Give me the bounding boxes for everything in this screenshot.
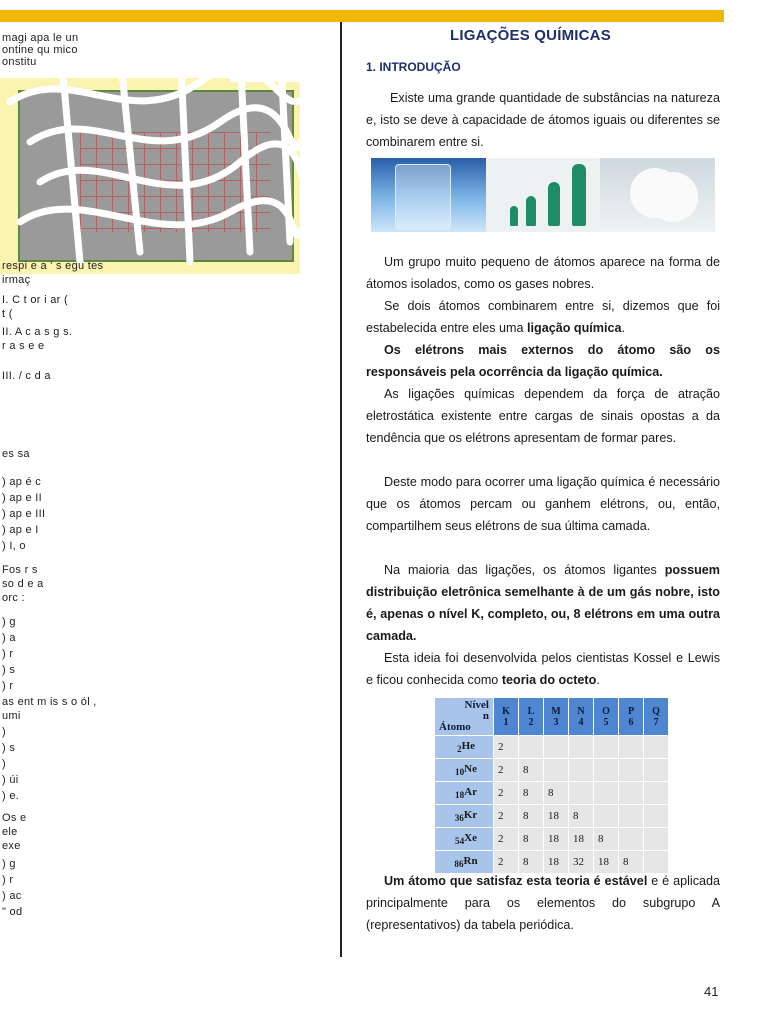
level-number: 3 xyxy=(553,716,559,728)
paragraph-9 xyxy=(366,870,720,936)
left-text-line: r a s e e xyxy=(2,340,45,352)
left-text-line: respi e a ' s egu tes xyxy=(2,260,104,272)
left-text-line: umi xyxy=(2,710,21,722)
paragraph-9-text: e é aplicada principalmente para os elementos do subgrupo A (representativos) da tabela periódica. xyxy=(366,874,721,932)
level-header-4 xyxy=(594,698,619,736)
atomic-number: 86 xyxy=(454,859,464,870)
element-symbol: Xe xyxy=(464,831,477,844)
electron-count-cell xyxy=(619,782,644,805)
paragraph-4: Os elétrons mais externos do átomo são os responsáveis pela ocorrência da ligação química. xyxy=(366,343,720,379)
level-header-2 xyxy=(544,698,569,736)
left-text-line: so d e a xyxy=(2,578,44,590)
electron-count-cell xyxy=(619,828,644,851)
cylinder-3 xyxy=(548,182,560,226)
electron-count-cell xyxy=(569,736,594,759)
left-text-line: ) s xyxy=(2,742,16,754)
left-text-line: ) g xyxy=(2,858,16,870)
left-text-line: ) e. xyxy=(2,790,20,802)
electron-count-cell xyxy=(644,805,669,828)
level-letter: L xyxy=(527,705,535,717)
paragraph-7-text: Na maioria das ligações, os átomos ligantes xyxy=(384,563,665,577)
left-text-line: as ent m is s o ól , xyxy=(2,696,97,708)
left-text-line: es sa xyxy=(2,448,30,460)
table-row xyxy=(435,782,669,805)
left-text-line: ) ac xyxy=(2,890,22,902)
left-text-line: ) ap é c xyxy=(2,476,42,488)
cylinder-4 xyxy=(572,164,586,226)
atomic-number: 2 xyxy=(456,744,462,755)
electron-count-cell: 2 xyxy=(494,759,519,782)
glass-shape xyxy=(395,164,451,230)
cylinder-1 xyxy=(510,206,518,226)
electron-count-cell xyxy=(619,736,644,759)
left-text-line: Fos r s xyxy=(2,564,38,576)
electron-count-cell xyxy=(644,759,669,782)
electron-count-cell: 2 xyxy=(494,782,519,805)
electron-count-cell: 18 xyxy=(594,851,619,874)
paragraph-3-end: . xyxy=(621,321,626,335)
paragraph-3-bold: ligação química xyxy=(527,321,622,335)
paragraph-8-text: Esta ideia foi desenvolvida pelos cientistas Kossel e Lewis e ficou conhecida como xyxy=(366,651,720,687)
gas-cylinders-photo xyxy=(486,158,601,232)
level-header-3 xyxy=(569,698,594,736)
left-text-line: ) s xyxy=(2,664,16,676)
electron-count-cell: 8 xyxy=(519,828,544,851)
section-heading: 1. INTRODUÇÃO xyxy=(366,60,461,74)
table-row xyxy=(435,736,669,759)
left-text-line: ) I, o xyxy=(2,540,26,552)
electron-count-cell: 8 xyxy=(594,828,619,851)
level-letter: N xyxy=(577,705,585,717)
left-text-line: orc : xyxy=(2,592,25,604)
electron-count-cell: 8 xyxy=(519,805,544,828)
left-text-line: II. A c a s g s. xyxy=(2,326,73,338)
electron-count-cell xyxy=(594,805,619,828)
left-text-line: magi apa le un xyxy=(2,32,79,44)
left-text-line: ) r xyxy=(2,874,14,886)
atom-cell xyxy=(435,828,494,851)
water-glass-photo xyxy=(371,158,486,232)
paragraph-2: Um grupo muito pequeno de átomos aparece na forma de átomos isolados, como os gases nobres. xyxy=(366,255,720,291)
table-corner-cell xyxy=(435,698,494,736)
left-text-line: ) ap e I xyxy=(2,524,39,536)
electron-count-cell: 2 xyxy=(494,736,519,759)
page-number: 41 xyxy=(704,984,719,999)
electron-count-cell xyxy=(619,805,644,828)
paragraph-6: Deste modo para ocorrer uma ligação química é necessário que os átomos percam ou ganhem elétrons, ou, então, compartilhem seus elétrons de sua última camada. xyxy=(366,475,720,533)
electron-count-cell xyxy=(594,736,619,759)
left-text-line: ontine qu mico xyxy=(2,44,78,56)
electron-count-cell xyxy=(644,782,669,805)
table-row xyxy=(435,805,669,828)
level-number: 1 xyxy=(503,716,509,728)
level-number: 2 xyxy=(528,716,534,728)
level-number: 4 xyxy=(578,716,584,728)
electron-count-cell: 8 xyxy=(544,782,569,805)
electron-count-cell xyxy=(544,759,569,782)
paragraph-3 xyxy=(366,295,720,339)
left-text-line: III. / c d a xyxy=(2,370,51,382)
level-header-6 xyxy=(644,698,669,736)
atom-cell xyxy=(435,759,494,782)
electron-count-cell xyxy=(644,736,669,759)
paragraph-8-end: . xyxy=(596,673,600,687)
electron-count-cell xyxy=(519,736,544,759)
electron-count-cell: 18 xyxy=(544,851,569,874)
electron-count-cell: 8 xyxy=(519,759,544,782)
electron-count-cell xyxy=(619,759,644,782)
atomic-number: 18 xyxy=(455,790,465,801)
electron-count-cell: 8 xyxy=(519,782,544,805)
left-text-line: onstitu xyxy=(2,56,37,68)
paragraph-8 xyxy=(366,647,720,691)
level-letter: P xyxy=(627,705,635,717)
electron-count-cell xyxy=(594,782,619,805)
photo-strip xyxy=(371,158,715,232)
electron-count-cell: 8 xyxy=(519,851,544,874)
scribble-overlay xyxy=(0,22,320,282)
paragraph-7-bold: possuem distribuição eletrônica semelhante à de um gás nobre, isto é, apenas o nível K, completo, ou, 8 elétrons em uma outra camada. xyxy=(366,563,720,643)
electron-count-cell: 32 xyxy=(569,851,594,874)
left-text-line: ) r xyxy=(2,648,14,660)
level-letter: K xyxy=(502,705,510,717)
table-header-row xyxy=(435,698,669,736)
level-number: 7 xyxy=(653,716,659,728)
electron-count-cell: 8 xyxy=(619,851,644,874)
left-text-line: ele xyxy=(2,826,18,838)
left-text-line: I. C t or i ar ( xyxy=(2,294,68,306)
element-symbol: Ar xyxy=(464,785,477,798)
octet-table xyxy=(434,697,669,874)
paragraph-1: Existe uma grande quantidade de substâncias na natureza e, isto se deve à capacidade de átomos iguais ou diferentes se combinarem entre si. xyxy=(366,91,720,149)
corner-n-label: n xyxy=(482,710,489,722)
left-text-line: ) a xyxy=(2,632,16,644)
level-letter: M xyxy=(551,705,561,717)
salt-heart-shape xyxy=(630,168,680,218)
electron-count-cell: 18 xyxy=(544,805,569,828)
electron-count-cell xyxy=(569,782,594,805)
electron-count-cell xyxy=(644,828,669,851)
electron-count-cell: 8 xyxy=(569,805,594,828)
level-letter: O xyxy=(602,705,610,717)
element-symbol: He xyxy=(461,739,476,752)
element-symbol: Kr xyxy=(463,808,478,821)
electron-count-cell: 18 xyxy=(544,828,569,851)
left-text-line: exe xyxy=(2,840,21,852)
page-title: LIGAÇÕES QUÍMICAS xyxy=(450,27,611,44)
column-divider xyxy=(340,22,342,957)
electron-count-cell: 2 xyxy=(494,805,519,828)
left-text-line: t ( xyxy=(2,308,13,320)
cylinder-2 xyxy=(526,196,536,226)
level-header-0 xyxy=(494,698,519,736)
electron-count-cell xyxy=(594,759,619,782)
element-symbol: Rn xyxy=(463,854,478,867)
left-text-line: ) ap e II xyxy=(2,492,42,504)
level-number: 6 xyxy=(628,716,634,728)
electron-count-cell: 2 xyxy=(494,851,519,874)
table-row xyxy=(435,828,669,851)
left-text-line: ) úi xyxy=(2,774,19,786)
left-text-line: irmaç xyxy=(2,274,31,286)
table-row xyxy=(435,759,669,782)
electron-count-cell xyxy=(544,736,569,759)
level-header-5 xyxy=(619,698,644,736)
table-body xyxy=(435,736,669,874)
corner-level-label: Nível xyxy=(464,699,489,711)
header-accent-bar xyxy=(0,10,724,22)
electron-count-cell xyxy=(569,759,594,782)
left-column xyxy=(0,22,330,952)
element-symbol: Ne xyxy=(464,762,477,775)
atom-cell xyxy=(435,736,494,759)
left-text-line: ) r xyxy=(2,680,14,692)
paragraph-3-text: Se dois átomos combinarem entre si, dizemos que foi estabelecida entre eles uma xyxy=(366,299,720,335)
paragraph-9-bold: Um átomo que satisfaz esta teoria é estável xyxy=(384,874,648,888)
electron-count-cell: 18 xyxy=(569,828,594,851)
atomic-number: 36 xyxy=(454,813,464,824)
atom-cell xyxy=(435,805,494,828)
paragraph-8-bold: teoria do octeto xyxy=(501,673,597,687)
paragraph-5: As ligações químicas dependem da força de atração eletrostática existente entre cargas de sinais opostas a da tendência que os elétrons apresentam de formar pares. xyxy=(366,387,720,445)
left-text-line: ) xyxy=(2,726,6,738)
paragraph-7 xyxy=(366,559,720,647)
left-text-line: Os e xyxy=(2,812,27,824)
left-text-line: ) xyxy=(2,758,6,770)
level-number: 5 xyxy=(603,716,609,728)
left-text-line: ) g xyxy=(2,616,16,628)
level-letter: Q xyxy=(652,705,660,717)
atomic-number: 54 xyxy=(455,836,465,847)
atom-cell xyxy=(435,782,494,805)
level-header-1 xyxy=(519,698,544,736)
electron-count-cell: 2 xyxy=(494,828,519,851)
corner-atom-label: Átomo xyxy=(439,721,471,733)
salt-hands-photo xyxy=(600,158,715,232)
atomic-number: 10 xyxy=(455,767,465,778)
left-text-line: " od xyxy=(2,906,23,918)
left-text-line: ) ap e III xyxy=(2,508,46,520)
